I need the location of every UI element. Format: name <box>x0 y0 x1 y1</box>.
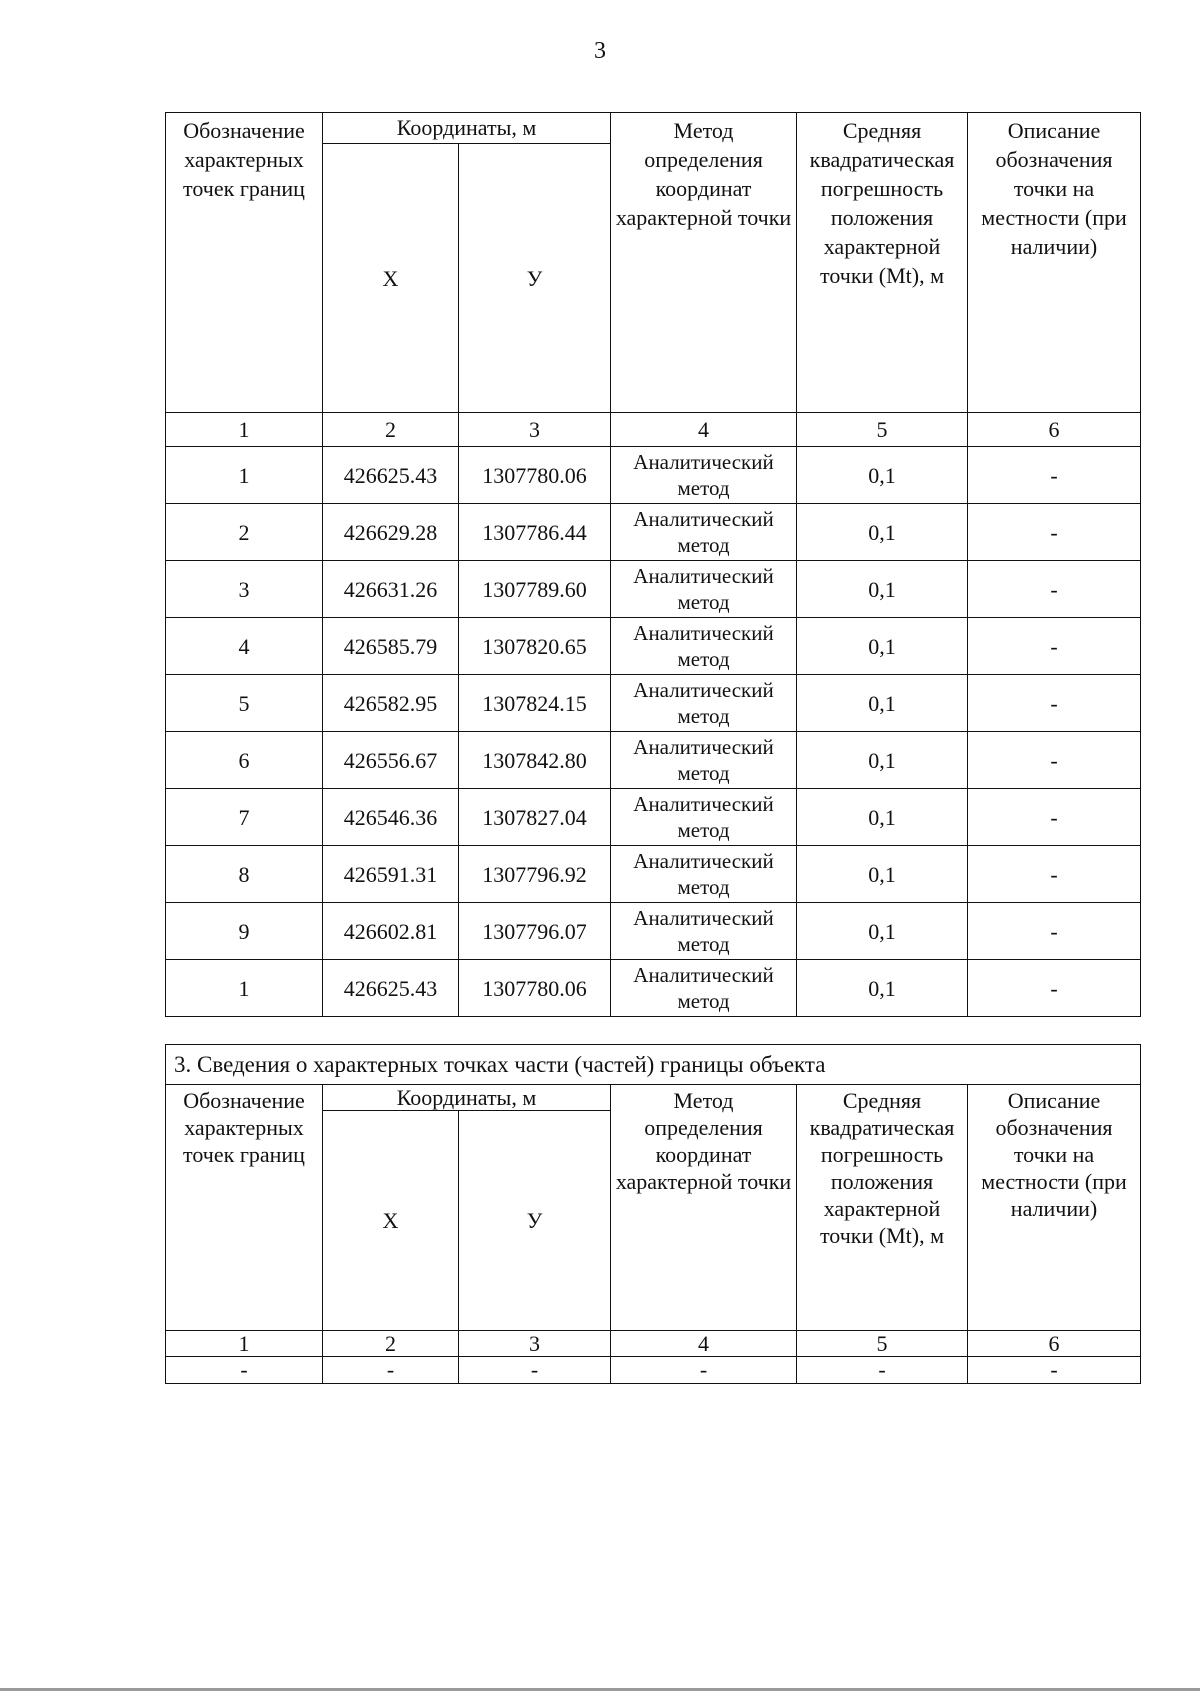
x-coordinate: 426629.28 <box>323 504 459 561</box>
header-error: Средняя квадратическая погрешность положения характерной точки (Mt), м <box>797 113 968 413</box>
point-number: 1 <box>166 960 323 1017</box>
y-coordinate: 1307796.07 <box>459 903 611 960</box>
point-number: 2 <box>166 504 323 561</box>
header-y: У <box>459 1111 611 1331</box>
method: Аналитический метод <box>611 846 797 903</box>
header-x: X <box>323 1111 459 1331</box>
y-coordinate: 1307789.60 <box>459 561 611 618</box>
scan-edge-line <box>0 1688 1200 1691</box>
boundary-points-table <box>165 112 1141 1017</box>
description: - <box>968 675 1141 732</box>
x-coordinate: 426602.81 <box>323 903 459 960</box>
y-coordinate: 1307820.65 <box>459 618 611 675</box>
column-number: 6 <box>968 1331 1141 1357</box>
header-x: X <box>323 144 459 413</box>
method: Аналитический метод <box>611 732 797 789</box>
table-row <box>166 903 1141 960</box>
point-number: 9 <box>166 903 323 960</box>
table-row <box>166 960 1141 1017</box>
header-coordinates: Координаты, м <box>323 1085 611 1111</box>
column-number: 3 <box>459 413 611 447</box>
error-value: 0,1 <box>797 732 968 789</box>
x-coordinate: 426556.67 <box>323 732 459 789</box>
part-boundary-points-table <box>165 1044 1141 1384</box>
description: - <box>968 789 1141 846</box>
table-row <box>166 789 1141 846</box>
column-number: 6 <box>968 413 1141 447</box>
description: - <box>968 903 1141 960</box>
header-method: Метод определения координат характерной точки <box>611 113 797 413</box>
description: - <box>968 618 1141 675</box>
page-number: 3 <box>594 38 606 64</box>
column-number: 4 <box>611 1331 797 1357</box>
column-number: 1 <box>166 1331 323 1357</box>
method: Аналитический метод <box>611 618 797 675</box>
table-row <box>166 618 1141 675</box>
point-number: 8 <box>166 846 323 903</box>
column-number: 2 <box>323 413 459 447</box>
column-number: 3 <box>459 1331 611 1357</box>
column-number: 4 <box>611 413 797 447</box>
error-value: 0,1 <box>797 789 968 846</box>
table-row <box>166 447 1141 504</box>
header-coordinates: Координаты, м <box>323 113 611 144</box>
empty-cell: - <box>611 1357 797 1384</box>
description: - <box>968 561 1141 618</box>
description: - <box>968 960 1141 1017</box>
header-method: Метод определения координат характерной точки <box>611 1085 797 1331</box>
y-coordinate: 1307780.06 <box>459 447 611 504</box>
error-value: 0,1 <box>797 561 968 618</box>
empty-cell: - <box>323 1357 459 1384</box>
error-value: 0,1 <box>797 846 968 903</box>
column-number: 2 <box>323 1331 459 1357</box>
method: Аналитический метод <box>611 903 797 960</box>
header-y: У <box>459 144 611 413</box>
x-coordinate: 426582.95 <box>323 675 459 732</box>
description: - <box>968 447 1141 504</box>
error-value: 0,1 <box>797 675 968 732</box>
table-row <box>166 846 1141 903</box>
description: - <box>968 846 1141 903</box>
error-value: 0,1 <box>797 618 968 675</box>
method: Аналитический метод <box>611 675 797 732</box>
error-value: 0,1 <box>797 903 968 960</box>
method: Аналитический метод <box>611 504 797 561</box>
point-number: 4 <box>166 618 323 675</box>
y-coordinate: 1307827.04 <box>459 789 611 846</box>
table-row <box>166 1357 1141 1384</box>
table-row <box>166 675 1141 732</box>
x-coordinate: 426625.43 <box>323 447 459 504</box>
point-number: 1 <box>166 447 323 504</box>
point-number: 7 <box>166 789 323 846</box>
header-designation: Обозначение характерных точек границ <box>166 113 323 413</box>
column-number: 5 <box>797 1331 968 1357</box>
method: Аналитический метод <box>611 960 797 1017</box>
header-description: Описание обозначения точки на местности (при наличии) <box>968 1085 1141 1331</box>
column-numbers-row <box>166 1331 1141 1357</box>
column-number: 1 <box>166 413 323 447</box>
y-coordinate: 1307780.06 <box>459 960 611 1017</box>
error-value: 0,1 <box>797 504 968 561</box>
column-numbers-row <box>166 413 1141 447</box>
x-coordinate: 426546.36 <box>323 789 459 846</box>
description: - <box>968 732 1141 789</box>
empty-cell: - <box>968 1357 1141 1384</box>
point-number: 5 <box>166 675 323 732</box>
method: Аналитический метод <box>611 789 797 846</box>
x-coordinate: 426625.43 <box>323 960 459 1017</box>
column-number: 5 <box>797 413 968 447</box>
error-value: 0,1 <box>797 447 968 504</box>
section-title: 3. Сведения о характерных точках части (частей) границы объекта <box>166 1045 1141 1085</box>
method: Аналитический метод <box>611 561 797 618</box>
point-number: 6 <box>166 732 323 789</box>
table-row <box>166 561 1141 618</box>
method: Аналитический метод <box>611 447 797 504</box>
x-coordinate: 426631.26 <box>323 561 459 618</box>
header-error: Средняя квадратическая погрешность положения характерной точки (Mt), м <box>797 1085 968 1331</box>
x-coordinate: 426585.79 <box>323 618 459 675</box>
empty-cell: - <box>797 1357 968 1384</box>
header-description: Описание обозначения точки на местности (при наличии) <box>968 113 1141 413</box>
x-coordinate: 426591.31 <box>323 846 459 903</box>
description: - <box>968 504 1141 561</box>
y-coordinate: 1307824.15 <box>459 675 611 732</box>
table-row <box>166 732 1141 789</box>
y-coordinate: 1307796.92 <box>459 846 611 903</box>
y-coordinate: 1307786.44 <box>459 504 611 561</box>
error-value: 0,1 <box>797 960 968 1017</box>
table-row <box>166 504 1141 561</box>
header-designation: Обозначение характерных точек границ <box>166 1085 323 1331</box>
point-number: 3 <box>166 561 323 618</box>
empty-cell: - <box>459 1357 611 1384</box>
y-coordinate: 1307842.80 <box>459 732 611 789</box>
empty-cell: - <box>166 1357 323 1384</box>
